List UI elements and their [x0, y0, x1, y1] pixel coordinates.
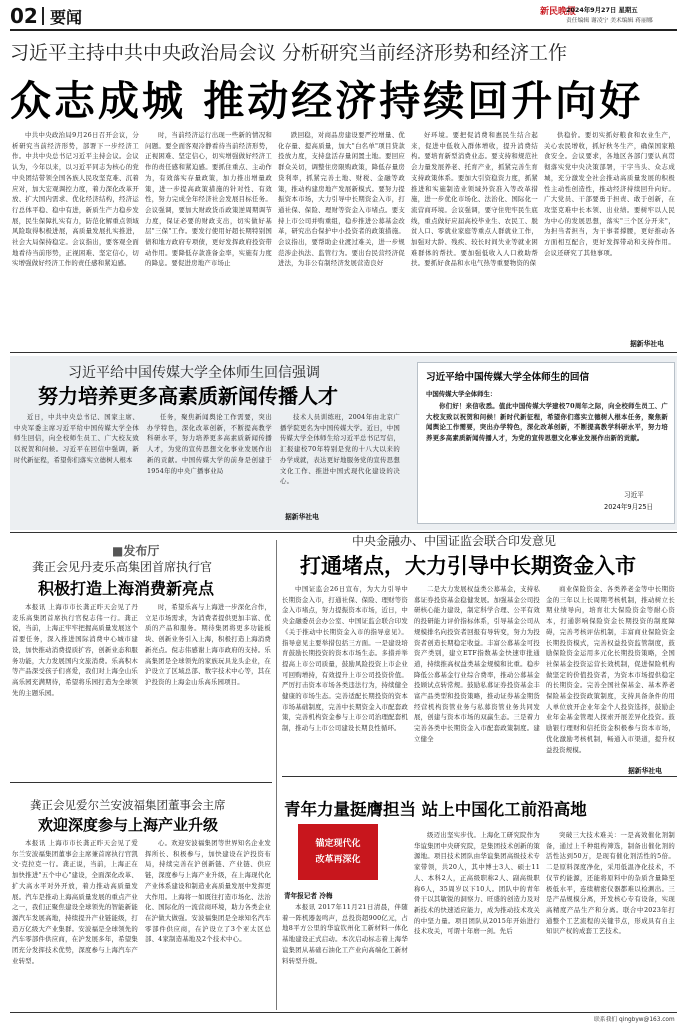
chem-byline: 青年报记者 冷梅: [284, 892, 333, 900]
gong-divider: [10, 782, 272, 783]
lead-source: 据新华社电: [630, 340, 664, 348]
finance-col-2: 二是大力发展权益类公募基金，支持私募证券投资基金稳健发展。加强基金公司投研核心能力建设，制定科学合理、公平有效的投研能力评价指标体系，引导基金公司从规模排名向投资者回报有导转变，努力为投资者创造长期稳定收益。丰富公募基金可投资产类别，建立ETF指数基金快速审批通道，持续推高权益类基金规模和比重。稳步降低公募基金行业综合费率，推动公募基金投顾试点转常规。鼓励私募证券投资基金丰富产品类型和投资策略，推动证券基金期货经营机构资管业务与私募资管业务共同发展，创建与资本市场的双赢生态。三是着力完善各类中长期资金入市配套政策制度。建立健全: [414, 585, 540, 743]
lead-headline: 众志成城 推动经济持续回升向好: [10, 77, 644, 125]
header-divider: [42, 7, 44, 25]
lead-kicker: 习近平主持中共中央政治局会议 分析研究当前经济形势和经济工作: [10, 42, 568, 64]
release-tag: ■发布厅: [112, 544, 160, 558]
section-title: 要闻: [50, 8, 83, 27]
footer-rule: [10, 1012, 677, 1013]
lead-col-2: 时，当前经济运行出现一些新的情况和问题。要全面客观冷静看待当前经济形势，正视困难、坚定信心，切实增强做好经济工作的责任感和紧迫感。要抓住重点、主动作为，有效落实存量政策，加力推出增量政策，进一步提高政策措施的针对性、有效性，努力完成全年经济社会发展目标任务。会议强调，要加大财政货币政策逆周期调节力度，保证必要的财政支出，切实做好基层"三保"工作。要发行使用好超长期特别国债和地方政府专项债，更好发挥政府投资带动作用。要降低存款准备金率，实施有力度的降息。要促进房地产市场止: [145, 131, 272, 268]
letter-col-3: 技术人员训练班，2004年由北京广播学院更名为中国传媒大学。近日，中国传媒大学全体师生给习近平总书记写信，汇报建校70年特别是党的十八大以来的办学成就，表达更好地服务党的宣传思想文化工作、推进中国式现代化建设的决心。: [280, 413, 400, 486]
finance-divider: [282, 776, 677, 777]
editors-line: 责任编辑 谢凌宁 美术编辑 蒋丽娜: [566, 18, 653, 24]
letter-headline: 努力培养更多高素质新闻传播人才: [38, 384, 338, 408]
lead-col-3: 跌回稳，对商品房建设要严控增量、优化存量、提高质量，加大"白名单"项目贷款投放力度，支持盘活存量闲置土地。要回应群众关切，调整住房限购政策，降低存量房贷利率，抓紧完善土地、财税、金融等政策，推动构建房地产发展新模式。要努力提振资本市场，大力引导中长期资金入市，打通社保、保险、理财等资金入市堵点。要支持上市公司并购重组，稳步推进公募基金改革，研究出台保护中小投资者的政策措施。会议指出，要帮助企业渡过难关，进一步规范涉企执法、监管行为。要出台民营经济促进法，为非公有制经济发展营造良好: [278, 131, 405, 268]
vertical-rule-mid: [276, 540, 277, 1010]
letter-box-body: 你们好！来信收悉。值此中国传媒大学建校70周年之际，向全校师生员工、广大校友致以祝贺和问候！新时代新征程，希望你们落实立德树人根本任务，聚焦新闻舆论工作需要，突出办学特色，深化改革创新，不断提高教学科研水平，努力培养更多高素质新闻传播人才，为党的宣传思想文化事业发展作出新的贡献。: [426, 402, 668, 443]
chem-headline: 青年力量挺膺担当 站上中国化工前沿高地: [284, 800, 587, 819]
gong1-col-1: 本报讯 上海市市长龚正昨天会见了丹麦乐高集团首席执行官倪志伟一行。龚正说，当前，上海正牢牢把握高质量发展这个首要任务，深入推进国际消费中心城市建设，加快推动消费提质扩容，创新业态和服务功能，大力发展国内文旅消费。乐高积木等产品深受孩子们喜爱，我们对上海全山乐高乐园充满期待，希望将乐园打造为全球领先的主题乐园。: [12, 603, 138, 697]
finance-col-3: 商业保险资金、各类养老金等中长期资金的三年以上长周期考核机制，推动树立长期业绩导向，培育壮大保险资金等耐心资本，打通影响保险资金长期投资的制度障碍，完善考核评估机制，丰富商业保险资金长期投资模式，完善权益投资监管制度，鼓励保险资金运用多元化长期投资策略，全国社保基金投资运营长效机制，促进保险机构做坚定的价值投资者，为资本市场提供稳定的长期资金。完善全国社保基金、基本养老保险基金投资政策制度，支持具备条件的用人单位放开企业年金个人投资选择，鼓励企业年金基金管理人探索开展差异化投资。鼓励银行理财和信托资金积极参与资本市场，优化激励考核机制，畅通入市渠道，提升权益投资规模。: [546, 585, 675, 754]
lead-col-4: 好环境。要把促消费和惠民生结合起来，促进中低收入群体增收，提升消费结构。要培育新型消费业态。要支持和规范社会力量发展养老、托育产业，抓紧完善生育支持政策体系。要加大引资稳资力度，抓紧推进和实施制造业领域外资准入等改革措施，进一步优化市场化、法治化、国际化一流营商环境。会议强调，要守住兜牢民生底线，重点做好应届高校毕业生、农民工、脱贫人口、零就业家庭等重点人群就业工作，加强对大龄、残疾、较长时间失业等就业困难群体的帮扶。要加强低收入人口救助帮扶。要抓好食品和水电气热等重要物资的保: [411, 131, 538, 268]
gong2-headline: 欢迎深度参与上海产业升级: [38, 816, 219, 834]
gong2-col-2: 心。欢迎安波福集团等世界知名企业发挥所长、积极参与，加快建设在沪投资布局，持续完善在沪创新链、产业链、供应链，深度参与上海产业升级，在上海现代化产业体系建设和制造业高质量发展中发挥更大作用。上海将一如既往打造市场化、法治化、国际化的一流营商环境，助力各类企业在沪做大做强。安波福集团是全球知名汽车零部件供应商，在沪设立了3个亚太区总部、4家制造基地及2个技术中心。: [145, 839, 271, 944]
chem-badge: [298, 824, 378, 880]
gong2-col-1: 本报讯 上海市市长龚正昨天会见了爱尔兰安波福集团董事会主席兼首席执行官凯文·克拉克一行。龚正说，当前，上海正在加快推进"五个中心"建设，全面深化改革、扩大高水平对外开放，着力推动高质量发展。汽车是推动上海高质量发展的重点产业之一，我们正聚焦建设全球领先的智能新能源汽车发展高地，持续提升产业链能级，打造万亿级大产业集群。安波福是全球领先的汽车零部件供应商，在沪发展多年，希望集团充分发挥技术优势，深度参与上海汽车产业转型。: [12, 839, 138, 965]
lead-col-1: 中共中央政治局9月26日召开会议，分析研究当前经济形势，部署下一步经济工作。中共中央总书记习近平主持会议。会议认为，今年以来，以习近平同志为核心的党中央团结带领全国各族人民攻坚克难、沉着应对，加大宏观调控力度，着力深化改革开放、扩大国内需求、优化经济结构，经济运行总体平稳、稳中有进，新质生产力稳步发展，民生保障扎实有力，防范化解重点领域风险取得积极进展，高质量发展扎实推进，社会大局保持稳定。会议指出，要客观全面地看待当前形势，正视困难、坚定信心，切实增强做好经济工作的责任感和紧迫感。: [12, 131, 139, 268]
chem-col-3: 突破三大技术难关：一是高效催化剂制备，通过上千种组构筛选，制备出催化剂的活性达到50万，是现有催化剂活性的5倍。二是原料深度净化，采用低温净化技术，不仅节约能源，还能将原料中的杂质含量降至极低水平，连续精密仪器都难以检测出。三是产品规模分离，开发核心专有设备，实现高精度产品生产和分离。联合中2023年打通整个工艺流程的关键节点，形成具有自主知识产权的成套工艺技术。: [546, 831, 675, 936]
chem-col-2: 级迈出坚实步伐。上海化工研究院作为华谊集团中央研究院，是集团技术创新的策源地。项目技术团队由华谊集团高级技术专家带领，共20人，其中博士3人、硕士11人、本科2人，正高级职称2人、副高级职称6人，35周岁以下10人。团队中的青年骨干以其敏锐的洞察力、旺盛的创造力及对新技术的快速适应能力，成为推动技术攻关的中坚力量。项目团队从2015年开始进行技术攻关，可谓十年磨一剑。先后: [414, 831, 540, 936]
letter-source: 据新华社电: [285, 513, 319, 521]
letter-col-1: 近日，中共中央总书记、国家主席、中央军委主席习近平给中国传媒大学全体师生回信，向全校师生员工、广大校友致以祝贺和问候。习近平在回信中强调，新时代新征程，希望你们落实立德树人根本: [14, 413, 139, 464]
newspaper-logo: 新民晚报: [540, 7, 577, 17]
page-number: 02: [10, 4, 38, 28]
letter-box-title: 习近平给中国传媒大学全体师生的回信: [426, 372, 590, 383]
gong1-headline: 积极打造上海消费新亮点: [38, 579, 215, 598]
letter-kicker: 习近平给中国传媒大学全体师生回信强调: [68, 365, 320, 381]
gong2-kicker: 龚正会见爱尔兰安波福集团董事会主席: [30, 798, 226, 812]
letter-box-date: 2024年9月25日: [604, 503, 654, 511]
footer-contact: 联系我们 qingbyw@163.com: [594, 1017, 675, 1023]
chem-badge-bottom: 改革再深化: [315, 855, 361, 865]
letter-box-salute: 中国传媒大学全体师生：: [426, 390, 497, 398]
finance-source: 据新华社电: [628, 767, 662, 775]
letter-bottom-rule: [10, 532, 677, 533]
chem-badge-top: 锚定现代化: [315, 839, 361, 849]
page-header: [0, 0, 687, 30]
letter-col-2: 任务，聚焦新闻舆论工作需要，突出办学特色，深化改革创新，不断提高教学科研水平，努力培养更多高素质新闻传播人才，为党的宣传思想文化事业发展作出新的贡献。中国传媒大学的前身是创建于1954年的中央广播事业局: [147, 413, 272, 475]
lead-col-5: 供稳价。要切实抓好粮食和农业生产，关心农民增收，抓好秋冬生产，确保国家粮食安全。会议要求，各地区各部门要认真贯彻落实党中央决策部署，干字当头、众志成城，充分激发全社会推动高质量发展的积极性主动性创造性，推动经济持续回升向好。广大党员、干部要勇于担责、敢于创新，在攻坚克难中长本领、出业绩。要树牢以人民为中心的发展思想，落实"三个区分开来"，为担当者担当，为干事者撑腰，更好推动各方面相互配合，更好发挥带动和支持作用。会议还研究了其他事项。: [544, 131, 675, 257]
letter-box-sign: 习近平: [624, 491, 644, 499]
lead-bottom-rule: [10, 352, 677, 353]
finance-kicker: 中央金融办、中国证监会联合印发意见: [352, 534, 557, 548]
gong1-col-2: 时，希望乐高与上海进一步深化合作，立足市场需求，为消费者提供更加丰富、优质的产品和服务。期待集团将更多功能板块、创新业务引入上海，积极打造上海消费新亮点。倪志伟感谢上海市政府的支持。乐高集团是全球领先的家族玩具龙头企业，在沪设立了区域总部、数字技术中心等，其在沪投资的上海金山乐高乐园项目。: [145, 603, 271, 686]
finance-headline: 打通堵点，大力引导中长期资金入市: [300, 554, 636, 578]
date-line: 2024年9月27日 星期五: [566, 6, 638, 14]
finance-col-1: 中国证监会26日宣布，为大力引导中长期资金入市，打通社保、保险、理财等资金入市堵点，努力提振资本市场，近日，中央金融委员会办公室、中国证监会联合印发《关于推动中长期资金入市的指导意见》。指导意见主要举措包括三方面。一是建设培育鼓励长期投资的资本市场生态。多措并举提高上市公司质量，鼓励风险投资上市企业可回购增持，有效提升上市公司投资价值。严厉打击资本市场各类违法行为，持续健全健康的市场生态。完善适配长期投资的资本市场基础制度，完善中长期资金入市配套政策，完善机构资金参与上市公司治理配套机制，推动与上市公司建设长期良性循环。: [282, 585, 408, 733]
chem-col-1: 本报讯 2017年11月21日清晨，伴随着一阵机器轰鸣声，总投资超900亿元，占地8平方公里的华谊钦州化工新材料一体化基地建设正式启动。本次启动标志着上海华谊集团从基础石油化工产业向高端化工新材料转型升级。: [282, 903, 408, 965]
gong1-kicker: 龚正会见丹麦乐高集团首席执行官: [32, 560, 213, 574]
header-rule: [10, 29, 677, 31]
letter-box: [417, 362, 675, 524]
